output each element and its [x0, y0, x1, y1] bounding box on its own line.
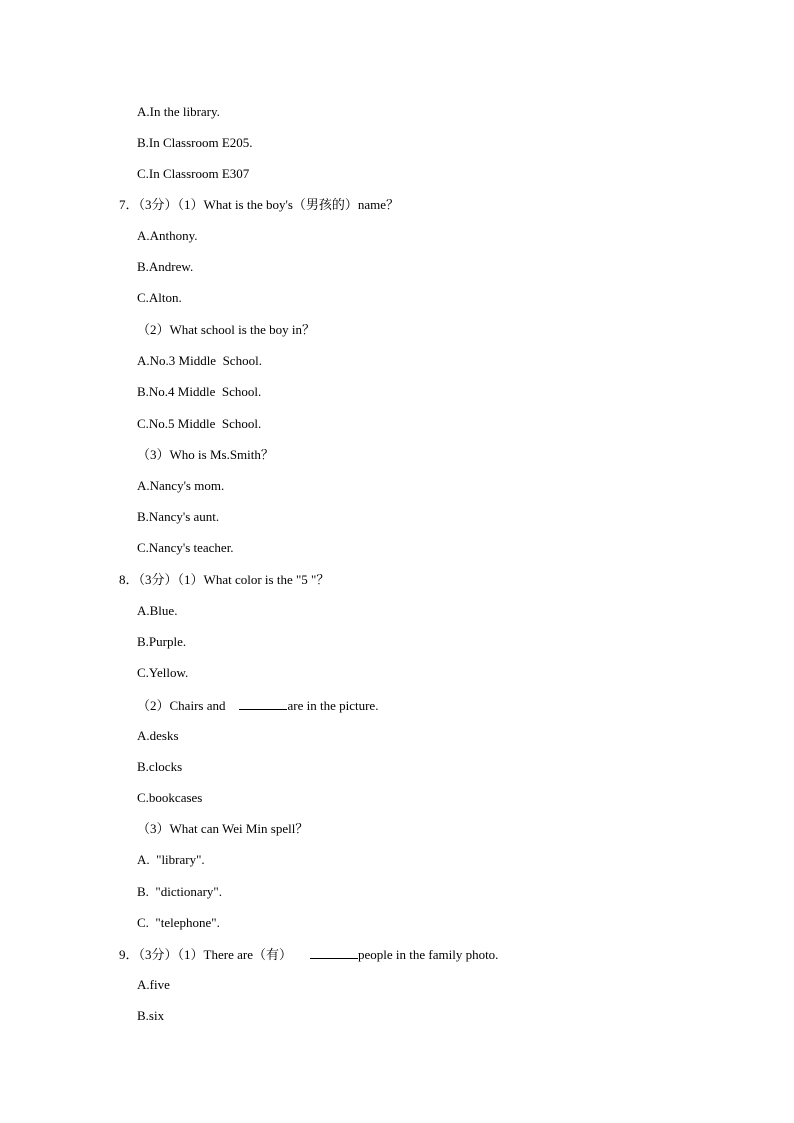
q7-part2-question: What school is the boy in？: [169, 322, 316, 337]
q7-header: [119, 197, 399, 213]
q8-header: [119, 572, 329, 588]
q6-option-a: A.In the library.: [137, 104, 220, 119]
q8-part2-blank: [239, 697, 287, 710]
q9-part1-option-b: B.six: [137, 1008, 165, 1023]
q7-part2-question-line: [137, 322, 315, 338]
q8-part2-option-c: C.bookcases: [137, 790, 203, 805]
q8-part2-question-after: are in the picture.: [287, 698, 379, 713]
q8-part1-label: （1）: [177, 572, 204, 587]
q7-score: （3分）: [138, 197, 178, 212]
q7-part1-question: What is the boy's（男孩的）name？: [203, 197, 400, 212]
q8-part1-question: What color is the "5 "？: [203, 572, 330, 587]
q7-part3-option-b: B.Nancy's aunt.: [137, 509, 220, 524]
q9-part1-option-a: A.five: [137, 977, 170, 992]
q7-number: 7．: [119, 197, 139, 212]
q8-part2-question-before: Chairs and: [169, 698, 226, 713]
q9-header: [119, 946, 498, 963]
q8-number: 8．: [119, 572, 139, 587]
q7-part1-option-a: A.Anthony.: [137, 228, 198, 243]
q7-part3-option-c: C.Nancy's teacher.: [137, 540, 234, 555]
q8-part3-option-a: A. "library".: [137, 852, 205, 867]
q9-part1-question-before: There are（有）: [203, 947, 292, 962]
q8-part1-option-b: B.Purple.: [137, 634, 187, 649]
q7-part2-label: （2）: [137, 322, 170, 337]
q7-part3-question-line: [137, 447, 274, 463]
q8-part2-option-b: B.clocks: [137, 759, 183, 774]
q9-part1-blank: [310, 946, 358, 959]
q9-number: 9．: [119, 947, 139, 962]
q7-part3-option-a: A.Nancy's mom.: [137, 478, 225, 493]
q8-part3-question: What can Wei Min spell？: [169, 821, 309, 836]
q6-option-b: B.In Classroom E205.: [137, 135, 253, 150]
q8-score: （3分）: [138, 572, 178, 587]
q9-part1-question-after: people in the family photo.: [357, 947, 499, 962]
q7-part1-option-c: C.Alton.: [137, 290, 182, 305]
q7-part3-label: （3）: [137, 447, 170, 462]
q6-option-c: C.In Classroom E307: [137, 166, 250, 181]
q7-part1-label: （1）: [177, 197, 204, 212]
q8-part1-option-c: C.Yellow.: [137, 665, 189, 680]
q7-part1-option-b: B.Andrew.: [137, 259, 194, 274]
q7-part2-option-b: B.No.4 Middle School.: [137, 384, 262, 399]
q8-part3-question-line: [137, 821, 308, 837]
q7-part2-option-a: A.No.3 Middle School.: [137, 353, 262, 368]
q7-part2-option-c: C.No.5 Middle School.: [137, 416, 262, 431]
q8-part3-option-c: C. "telephone".: [137, 915, 220, 930]
q8-part1-option-a: A.Blue.: [137, 603, 178, 618]
q8-part2-option-a: A.desks: [137, 728, 179, 743]
q8-part2-label: （2）: [137, 698, 170, 713]
q9-score: （3分）: [138, 947, 178, 962]
q8-part3-option-b: B. "dictionary".: [137, 884, 222, 899]
q8-part2-question-line: [137, 697, 378, 714]
q8-part3-label: （3）: [137, 821, 170, 836]
q9-part1-label: （1）: [177, 947, 204, 962]
q7-part3-question: Who is Ms.Smith？: [169, 447, 274, 462]
